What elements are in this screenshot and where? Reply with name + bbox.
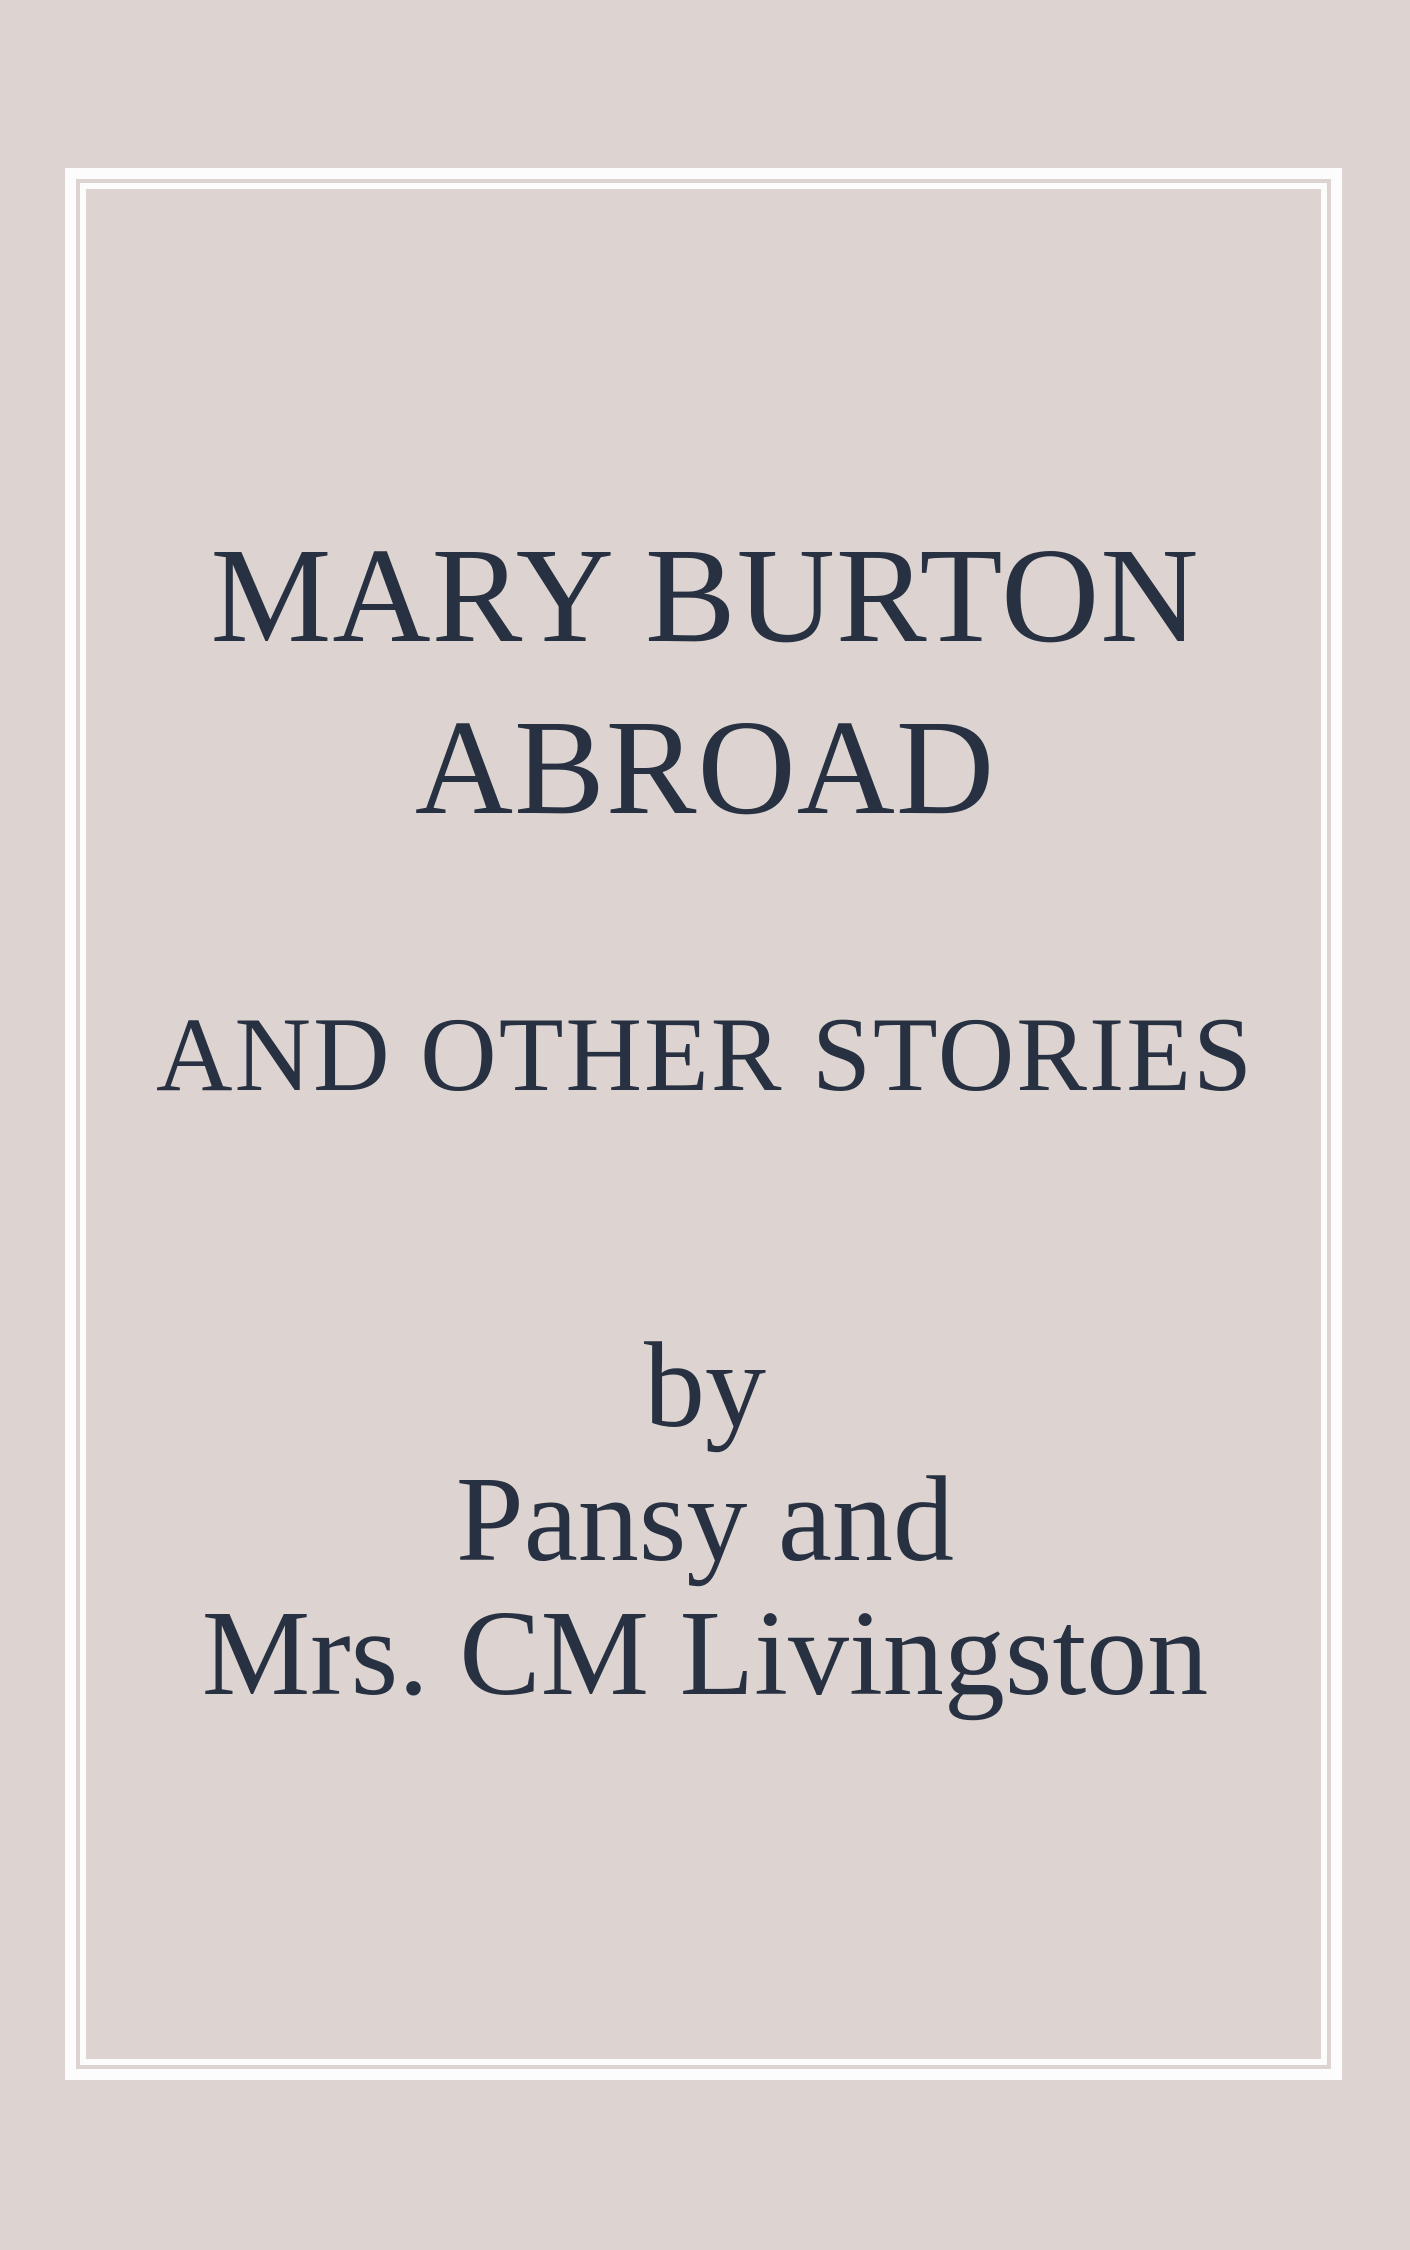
byline	[0, 1319, 1410, 1721]
author-line-2: Mrs. CM Livingston	[201, 1586, 1209, 1721]
book-title	[0, 510, 1410, 854]
author-line-1: Pansy and	[455, 1452, 955, 1587]
book-title-line-2: ABROAD	[414, 693, 996, 843]
book-subtitle: AND OTHER STORIES	[156, 996, 1254, 1113]
byline-prefix: by	[644, 1318, 766, 1453]
book-title-line-1: MARY BURTON	[210, 521, 1200, 671]
